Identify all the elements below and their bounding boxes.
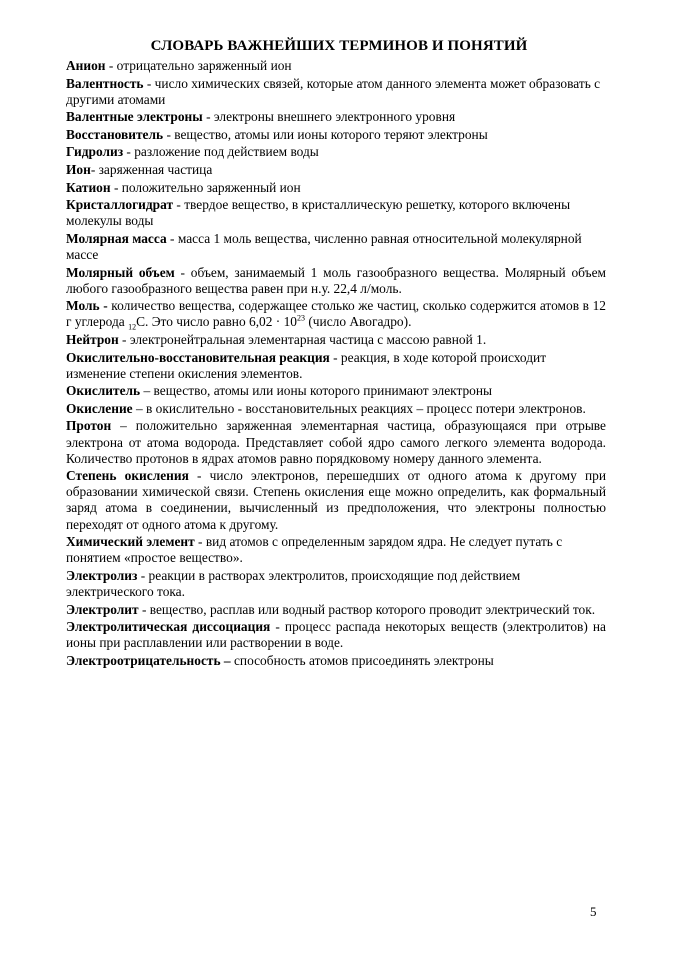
entry-valence xyxy=(66,76,606,108)
entry-oxidizer xyxy=(66,383,606,399)
definition: - электронейтральная элементарная частица с массою равной 1. xyxy=(118,332,487,347)
term: Электролиз xyxy=(66,567,138,583)
definition: - число электронов, перешедших от одного атома к другому при образовании химической связи. Степень окисления еще можно определить, как формальный заряд атома в соединении, вычисленный из предположения, что электроны полностью переходят от одного атома к другому. xyxy=(66,468,606,532)
entry-molar-volume xyxy=(66,265,606,297)
term: Электролит xyxy=(66,601,139,617)
term: Анион xyxy=(66,58,106,73)
definition: - заряженная частица xyxy=(90,162,213,178)
definition: - процесс распада некоторых веществ (электролитов) на ионы при расплавлении или растворении в воде. xyxy=(66,619,606,651)
definition-part: (число Авогадро). xyxy=(305,314,412,330)
entry-redox-reaction xyxy=(66,350,606,382)
term: Окислительно-восстановительная реакция xyxy=(66,349,330,365)
term: Моль - xyxy=(66,298,112,314)
exponent-superscript: 23 xyxy=(297,313,305,323)
definition: - масса 1 моль вещества, численно равная относительной молекулярной массе xyxy=(66,230,582,263)
term: Молярная масса xyxy=(66,230,167,246)
definition: - вид атомов с определенным зарядом ядра. Не следует путать с понятием «простое вещество». xyxy=(66,534,563,566)
entry-anion xyxy=(66,58,606,74)
term: Протон xyxy=(66,418,112,434)
term: Нейтрон xyxy=(66,332,119,347)
entry-valence-electrons xyxy=(66,109,606,125)
entry-proton xyxy=(66,418,606,466)
entry-electrolysis xyxy=(66,568,606,600)
term: Восстановитель xyxy=(66,126,164,142)
definition: - объем, занимаемый 1 моль газообразного вещества. Молярный объем любого газообразного вещества равен при н.у. 22,4 л/моль. xyxy=(66,264,606,296)
term: Гидролиз xyxy=(66,144,124,160)
entry-electrolyte xyxy=(66,602,606,618)
definition: - разложение под действием воды xyxy=(123,144,319,160)
entry-electrolytic-dissociation xyxy=(66,619,606,651)
entry-chemical-element xyxy=(66,534,606,566)
glossary xyxy=(66,58,606,670)
definition: – вещество, атомы или ионы которого принимают электроны xyxy=(140,383,493,399)
page-title: СЛОВАРЬ ВАЖНЕЙШИХ ТЕРМИНОВ И ПОНЯТИЙ xyxy=(150,38,528,54)
term: Степень окисления xyxy=(66,468,189,484)
definition: - число химических связей, которые атом данного элемента может образовать с другими атомами xyxy=(66,75,601,107)
term: Химический элемент xyxy=(66,534,195,550)
definition-part: C. Это число равно 6,02 · 10 xyxy=(136,314,297,330)
definition: - реакция, в ходе которой происходит изменение степени окисления элементов. xyxy=(66,349,547,381)
entry-mole xyxy=(66,298,606,333)
term: Электролитическая диссоциация xyxy=(66,619,271,635)
entry-reducer xyxy=(66,127,606,143)
definition: - положительно заряженный ион xyxy=(110,179,301,195)
definition: - твердое вещество, в кристаллическую решетку, которого включены молекулы воды xyxy=(66,197,571,229)
term: Катион xyxy=(66,179,111,195)
definition: – положительно заряженная элементарная частица, образующаяся при отрыве электрона от атома водорода. Представляет собой ядро самого легкого элемента водорода. Количество протонов в ядрах атомов равно порядковому номеру данного элемента. xyxy=(66,418,606,466)
entry-crystal-hydrate xyxy=(66,197,606,229)
entry-neutron xyxy=(66,332,606,348)
term: Молярный объем xyxy=(66,264,175,280)
isotope-subscript: 12 xyxy=(128,323,137,333)
definition: - вещество, атомы или ионы которого теряют электроны xyxy=(163,126,488,142)
definition: - вещество, расплав или водный раствор которого проводит электрический ток. xyxy=(138,601,596,617)
term: Ион xyxy=(66,162,91,178)
entry-molar-mass xyxy=(66,231,606,263)
term: Окислитель xyxy=(66,383,141,399)
definition: - электроны внешнего электронного уровня xyxy=(202,109,456,125)
entry-hydrolysis xyxy=(66,144,606,160)
page-number: 5 xyxy=(590,904,597,919)
term: Валентность xyxy=(66,75,144,91)
term: Электроотрицательность – xyxy=(66,652,231,668)
definition: – в окислительно - восстановительных реакциях – процесс потери электронов. xyxy=(132,400,586,416)
entry-cation xyxy=(66,180,606,196)
term: Окисление xyxy=(66,400,133,416)
definition: способность атомов присоединять электроны xyxy=(230,652,494,668)
definition: количество вещества, содержащее столько же частиц, сколько содержится атомов в 12 г углерода xyxy=(66,298,606,330)
entry-oxidation-state xyxy=(66,468,606,532)
definition: - отрицательно заряженный ион xyxy=(105,58,292,73)
term: Кристаллогидрат xyxy=(66,197,174,213)
entry-oxidation xyxy=(66,401,606,417)
term: Валентные электроны xyxy=(66,109,203,125)
definition: - реакции в растворах электролитов, происходящие под действием электрического тока. xyxy=(66,567,521,599)
entry-electronegativity xyxy=(66,653,606,669)
entry-ion xyxy=(66,162,606,178)
